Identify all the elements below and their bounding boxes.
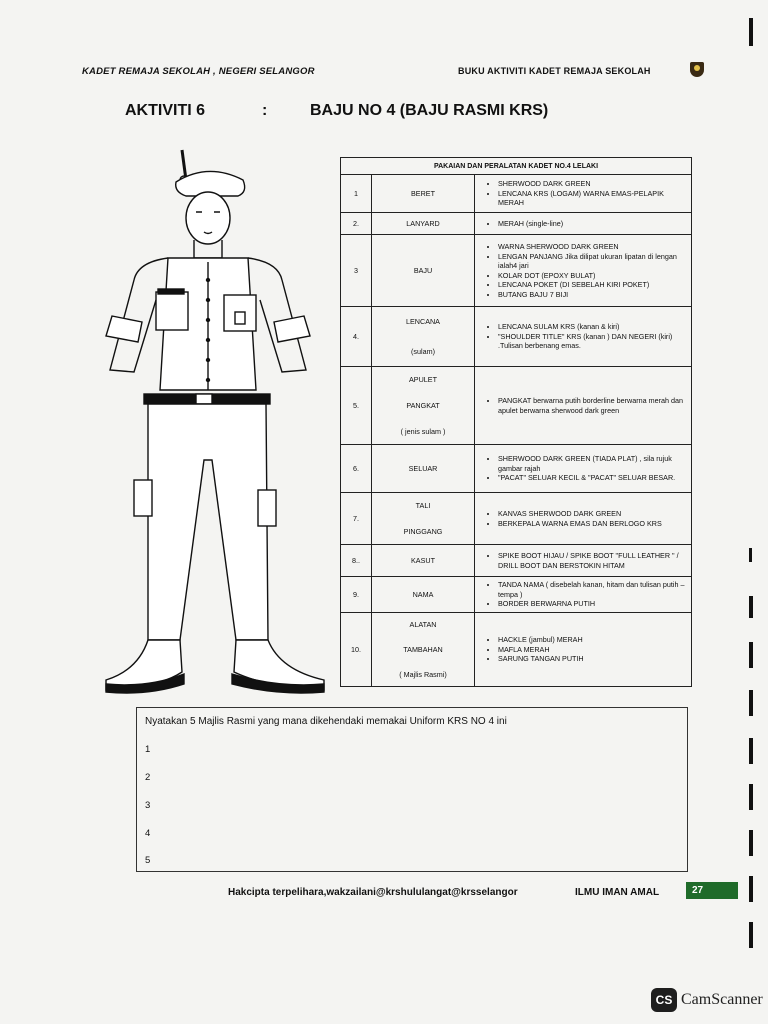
item-label: TAMBAHAN <box>403 645 443 654</box>
camscanner-watermark: CamScanner <box>681 991 763 1008</box>
detail-item: • LENCANA POKET (DI SEBELAH KIRI POKET) <box>498 280 688 290</box>
item-label: TALI <box>415 501 431 510</box>
table-row <box>341 577 692 613</box>
row-item <box>372 235 475 307</box>
cadet-uniform-illustration <box>98 140 328 700</box>
row-details <box>475 175 692 213</box>
footer-motto: ILMU IMAN AMAL <box>575 887 660 898</box>
binder-mark <box>749 690 753 716</box>
header-left: KADET REMAJA SEKOLAH , NEGERI SELANGOR <box>82 66 315 77</box>
row-item <box>372 613 475 687</box>
item-label: NAMA <box>412 590 434 599</box>
table-row <box>341 235 692 307</box>
row-details <box>475 235 692 307</box>
row-item <box>372 577 475 613</box>
krs-badge-icon <box>690 62 704 77</box>
row-number: 3 <box>341 235 372 307</box>
row-item <box>372 493 475 545</box>
binder-mark <box>749 876 753 902</box>
detail-item: • KANVAS SHERWOOD DARK GREEN <box>498 509 688 519</box>
table-row <box>341 613 692 687</box>
detail-item: • BERKEPALA WARNA EMAS DAN BERLOGO KRS <box>498 519 688 529</box>
question-text: Nyatakan 5 Majlis Rasmi yang mana dikehendaki memakai Uniform KRS NO 4 ini <box>145 716 507 727</box>
detail-item: • HACKLE (jambul) MERAH <box>498 635 688 645</box>
title-colon: : <box>262 102 268 119</box>
table-row <box>341 445 692 493</box>
row-number: 10. <box>341 613 372 687</box>
row-details <box>475 545 692 577</box>
detail-item: • SARUNG TANGAN PUTIH <box>498 654 688 664</box>
detail-item: • WARNA SHERWOOD DARK GREEN <box>498 242 688 252</box>
row-number: 1 <box>341 175 372 213</box>
row-details <box>475 613 692 687</box>
detail-item: • SHERWOOD DARK GREEN (TIADA PLAT) , sila rujuk gambar rajah <box>498 454 688 473</box>
detail-item: • "PACAT" SELUAR KECIL & "PACAT" SELUAR BESAR. <box>498 473 688 483</box>
item-label: BERET <box>411 189 435 198</box>
detail-item: • "SHOULDER TITLE" KRS (kanan ) DAN NEGERI (kiri) .Tulisan berbenang emas. <box>498 332 688 351</box>
row-details <box>475 213 692 235</box>
item-label: (sulam) <box>411 347 435 356</box>
detail-item: • MAFLA MERAH <box>498 645 688 655</box>
uniform-equipment-table <box>340 157 692 687</box>
item-label: PANGKAT <box>406 401 440 410</box>
answer-number: 1 <box>145 744 151 755</box>
answer-number: 4 <box>145 828 151 839</box>
detail-item: • KOLAR DOT (EPOXY BULAT) <box>498 271 688 281</box>
item-label: KASUT <box>411 556 435 565</box>
detail-item: • LENCANA SULAM KRS (kanan & kiri) <box>498 322 688 332</box>
item-label: ( Majlis Rasmi) <box>399 669 447 679</box>
detail-item: • SHERWOOD DARK GREEN <box>498 179 688 189</box>
header-right: BUKU AKTIVITI KADET REMAJA SEKOLAH <box>458 66 651 76</box>
row-item <box>372 213 475 235</box>
detail-item: • PANGKAT berwarna putih borderline berwarna merah dan apulet berwarna sherwood dark green <box>498 396 688 415</box>
row-number: 8.. <box>341 545 372 577</box>
item-label: APULET <box>409 375 437 384</box>
row-details <box>475 445 692 493</box>
detail-item: • BORDER BERWARNA PUTIH <box>498 599 688 609</box>
answer-number: 3 <box>145 800 151 811</box>
row-number: 6. <box>341 445 372 493</box>
binder-mark <box>749 642 753 668</box>
row-item <box>372 445 475 493</box>
row-details <box>475 493 692 545</box>
binder-mark <box>749 830 753 856</box>
activity-title: BAJU NO 4 (BAJU RASMI KRS) <box>310 102 549 119</box>
answer-number: 2 <box>145 772 151 783</box>
binder-mark <box>749 596 753 618</box>
item-label: ALATAN <box>409 620 437 630</box>
table-heading: PAKAIAN DAN PERALATAN KADET NO.4 LELAKI <box>341 158 692 175</box>
question-box <box>136 707 688 872</box>
item-label: LANYARD <box>406 219 440 228</box>
detail-item: • LENGAN PANJANG Jika dilipat ukuran lipatan di lengan ialah4 jari <box>498 252 688 271</box>
binder-mark <box>749 738 753 764</box>
table-row <box>341 545 692 577</box>
row-details <box>475 367 692 445</box>
row-number: 4. <box>341 307 372 367</box>
row-details <box>475 307 692 367</box>
binder-mark <box>749 922 753 948</box>
item-label: SELUAR <box>408 464 438 473</box>
row-number: 2. <box>341 213 372 235</box>
page-number: 27 <box>686 882 738 899</box>
detail-item: • LENCANA KRS (LOGAM) WARNA EMAS-PELAPIK MERAH <box>498 189 688 208</box>
item-label: PINGGANG <box>403 527 443 536</box>
item-label: BAJU <box>413 266 433 275</box>
row-item <box>372 307 475 367</box>
item-label: ( jenis sulam ) <box>400 427 446 436</box>
row-number: 9. <box>341 577 372 613</box>
table-row <box>341 175 692 213</box>
binder-mark <box>749 548 752 562</box>
camscanner-logo-icon: CS <box>651 988 677 1012</box>
row-number: 5. <box>341 367 372 445</box>
table-row <box>341 493 692 545</box>
item-label: LENCANA <box>406 317 440 326</box>
detail-item: • SPIKE BOOT HIJAU / SPIKE BOOT "FULL LEATHER " / DRILL BOOT DAN BERSTOKIN HITAM <box>498 551 688 570</box>
footer-copyright: Hakcipta terpelihara,wakzailani@krshululangat@krsselangor <box>228 887 518 898</box>
detail-item: • BUTANG BAJU 7 BIJI <box>498 290 688 300</box>
row-item <box>372 367 475 445</box>
binder-mark <box>749 784 753 810</box>
activity-number: AKTIVITI 6 <box>125 102 206 119</box>
table-row <box>341 307 692 367</box>
row-item <box>372 175 475 213</box>
row-details <box>475 577 692 613</box>
detail-item: • TANDA NAMA ( disebelah kanan, hitam dan tulisan putih – tempa ) <box>498 580 688 599</box>
table-row <box>341 367 692 445</box>
binder-mark <box>749 18 753 46</box>
answer-number: 5 <box>145 855 151 866</box>
row-item <box>372 545 475 577</box>
detail-item: • MERAH (single-line) <box>498 219 688 229</box>
row-number: 7. <box>341 493 372 545</box>
table-row <box>341 213 692 235</box>
